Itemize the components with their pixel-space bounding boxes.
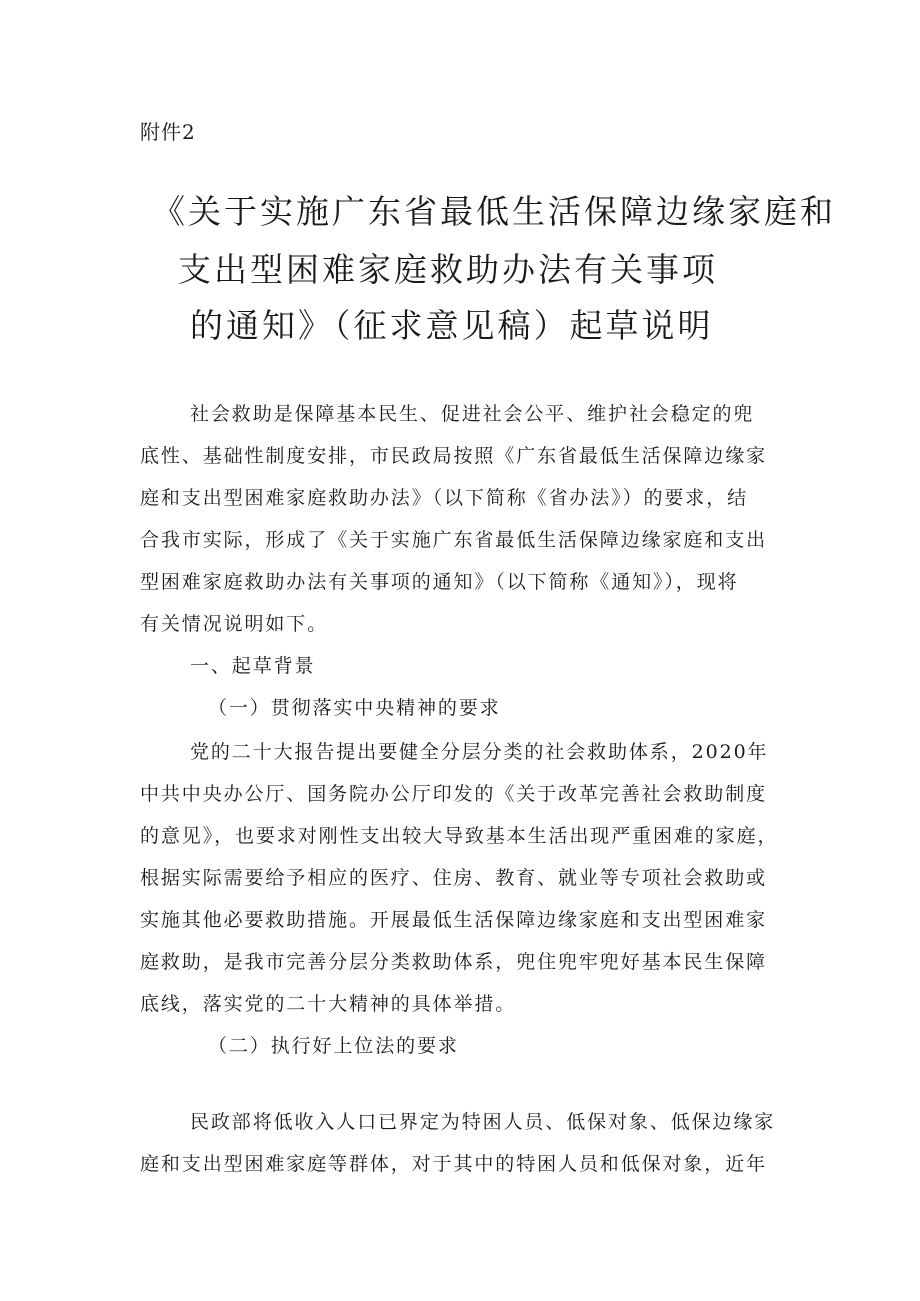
paragraph-3-line-1: 民政部将低收入人口已界定为特困人员、低保对象、低保边缘家 <box>190 1111 776 1133</box>
paragraph-2-line-4: 根据实际需要给予相应的医疗、住房、教育、就业等专项社会救助或 <box>140 867 768 889</box>
subsection-heading-2: （二）执行好上位法的要求 <box>208 1035 459 1057</box>
paragraph-2-line-1: 党的二十大报告提出要健全分层分类的社会救助体系，2020年 <box>190 741 769 763</box>
paragraph-3-line-2: 庭和支出型困难家庭等群体，对于其中的特困人员和低保对象，近年 <box>140 1153 768 1175</box>
document-title-line-2: 支出型困难家庭救助办法有关事项 <box>178 250 718 289</box>
section-heading-1: 一、起草背景 <box>190 655 316 677</box>
subsection-heading-1: （一）贯彻落实中央精神的要求 <box>208 697 501 719</box>
paragraph-1-line-2: 底性、基础性制度安排，市民政局按照《广东省最低生活保障边缘家 <box>140 445 768 467</box>
paragraph-2-line-6: 庭救助，是我市完善分层分类救助体系，兜住兜牢兜好基本民生保障 <box>140 951 768 973</box>
paragraph-1-line-1: 社会救助是保障基本民生、促进社会公平、维护社会稳定的兜 <box>190 403 755 425</box>
paragraph-1-line-4: 合我市实际，形成了《关于实施广东省最低生活保障边缘家庭和支出 <box>140 529 768 551</box>
paragraph-2-line-7: 底线，落实党的二十大精神的具体举措。 <box>140 993 517 1015</box>
document-title-line-3: 的通知》（征求意见稿）起草说明 <box>190 306 714 345</box>
paragraph-1-line-3: 庭和支出型困难家庭救助办法》（以下简称《省办法》）的要求，结 <box>140 487 749 509</box>
paragraph-1-line-6: 有关情况说明如下。 <box>140 613 329 635</box>
paragraph-2-line-2: 中共中央办公厅、国务院办公厅印发的《关于改革完善社会救助制度 <box>140 783 768 805</box>
paragraph-2-line-5: 实施其他必要救助措施。开展最低生活保障边缘家庭和支出型困难家 <box>140 909 768 931</box>
paragraph-1-line-5: 型困难家庭救助办法有关事项的通知》（以下简称《通知》），现将 <box>140 571 739 593</box>
attachment-label: 附件2 <box>140 120 196 144</box>
document-title-line-1: 《关于实施广东省最低生活保障边缘家庭和 <box>152 192 836 231</box>
paragraph-2-line-3: 的意见》，也要求对刚性支出较大导致基本生活出现严重困难的家庭， <box>140 825 779 847</box>
